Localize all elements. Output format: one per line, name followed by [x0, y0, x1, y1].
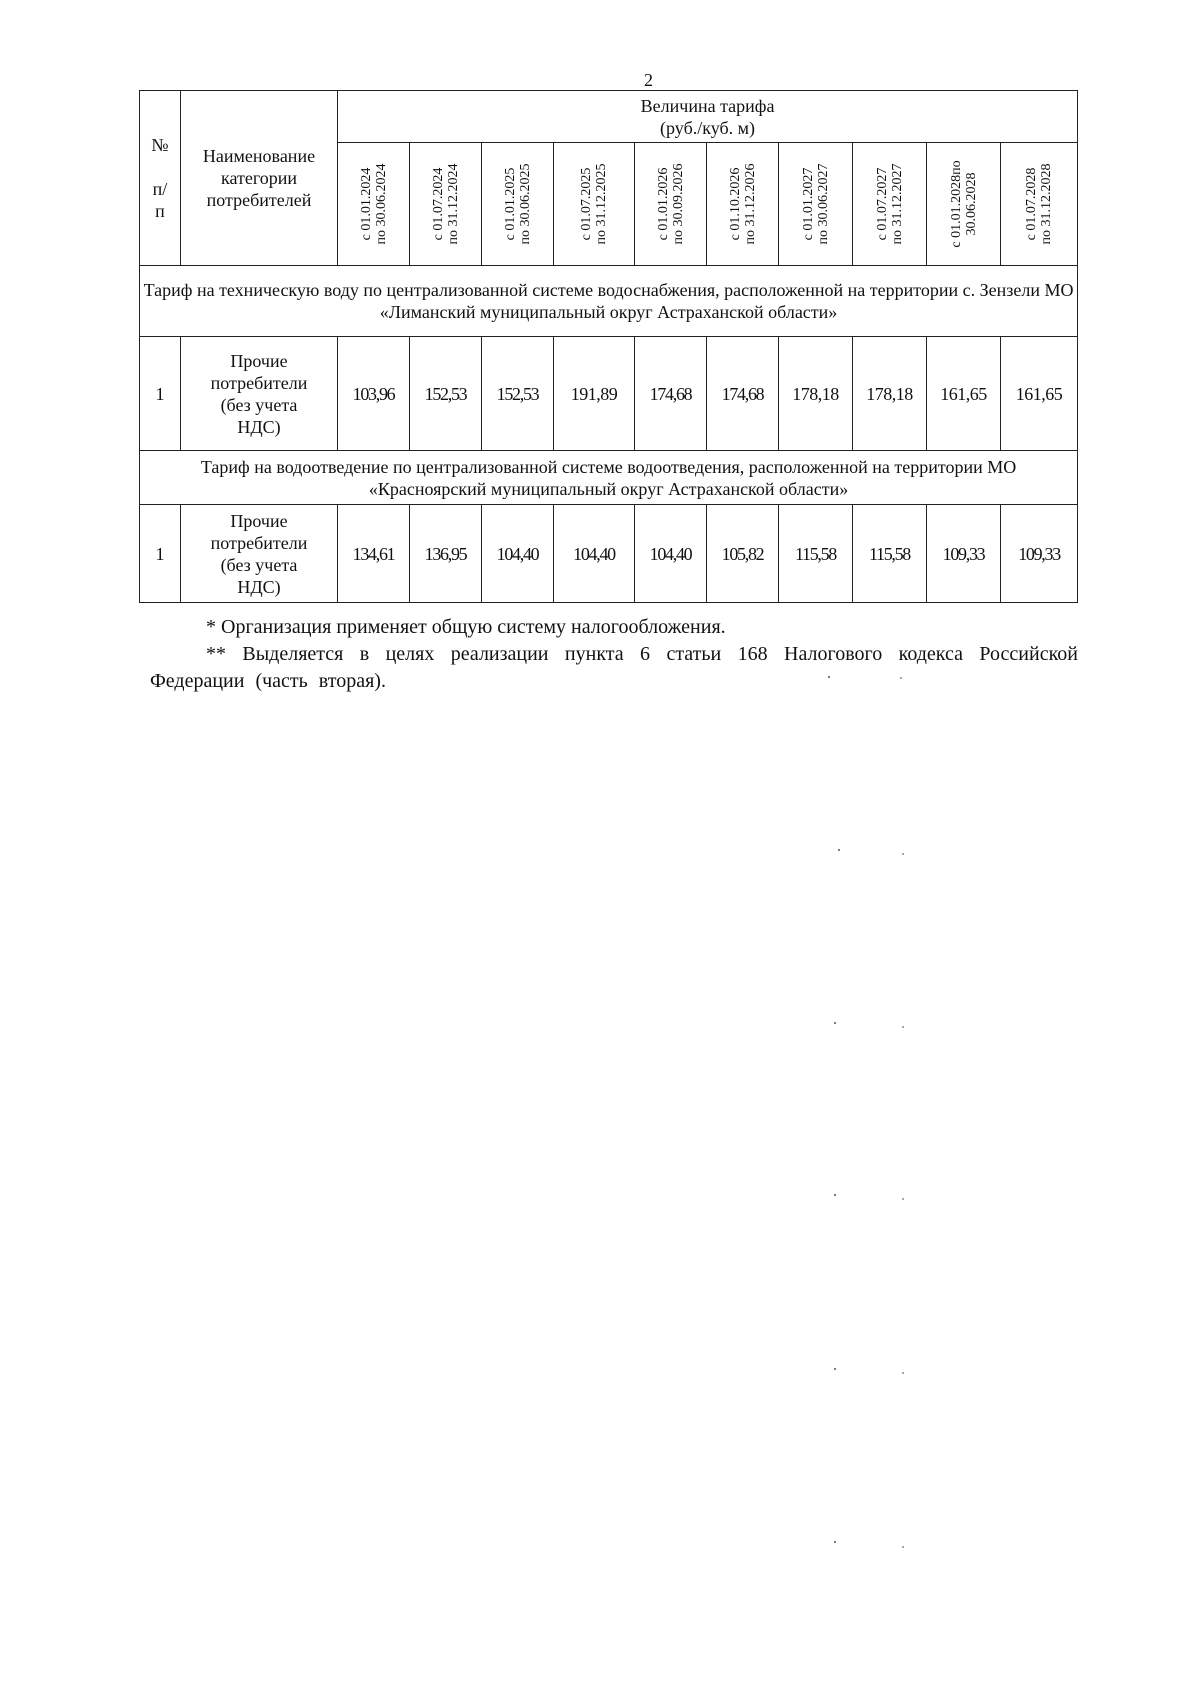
header-period: с 01.07.2028 по 31.12.2028 [1001, 143, 1078, 266]
tariff-table [139, 90, 1078, 603]
tariff-value: 109,33 [927, 505, 1001, 603]
row-number: 1 [140, 505, 181, 603]
scan-speck [838, 849, 840, 851]
tariff-value: 104,40 [554, 505, 635, 603]
header-period: с 01.01.2028по 30.06.2028 [927, 143, 1001, 266]
tariff-value: 104,40 [482, 505, 554, 603]
tariff-value: 115,58 [853, 505, 927, 603]
tariff-value: 136,95 [410, 505, 482, 603]
scan-speck [902, 1372, 904, 1374]
tariff-value: 174,68 [635, 337, 707, 451]
tariff-value: 103,96 [338, 337, 410, 451]
header-period: с 01.10.2026 по 31.12.2026 [707, 143, 779, 266]
header-period: с 01.07.2025 по 31.12.2025 [554, 143, 635, 266]
header-number: № п/ п [140, 91, 181, 266]
header-tariff-value: Величина тарифа (руб./куб. м) [338, 91, 1078, 143]
scan-speck [902, 1026, 904, 1028]
tariff-value: 161,65 [1001, 337, 1078, 451]
header-period: с 01.07.2027 по 31.12.2027 [853, 143, 927, 266]
tariff-value: 152,53 [410, 337, 482, 451]
tariff-value: 178,18 [853, 337, 927, 451]
tariff-value: 105,82 [707, 505, 779, 603]
tariff-value: 115,58 [779, 505, 853, 603]
scan-speck [834, 1194, 836, 1196]
scan-speck [902, 853, 904, 855]
tariff-value: 191,89 [554, 337, 635, 451]
tariff-value: 109,33 [1001, 505, 1078, 603]
row-number: 1 [140, 337, 181, 451]
scan-speck [834, 1541, 836, 1543]
tariff-value: 152,53 [482, 337, 554, 451]
scan-speck [834, 1022, 836, 1024]
header-period: с 01.01.2024 по 30.06.2024 [338, 143, 410, 266]
header-period: с 01.01.2027 по 30.06.2027 [779, 143, 853, 266]
tariff-value: 134,61 [338, 505, 410, 603]
tariff-value: 104,40 [635, 505, 707, 603]
scan-speck [902, 1198, 904, 1200]
tariff-value: 178,18 [779, 337, 853, 451]
footnotes [150, 614, 1078, 695]
section-title-wastewater: Тариф на водоотведение по централизованной системе водоотведения, расположенной на территории МО «Красноярский муниципальный округ Астраханской области» [140, 451, 1078, 505]
footnote-tax-system: * Организация применяет общую систему налогообложения. [206, 616, 726, 638]
footnote-vat-allocation: ** Выделяется в целях реализации пункта 6 статьи 168 Налогового кодекса Российской Федерации (часть вторая). [150, 643, 1078, 692]
header-period: с 01.01.2025 по 30.06.2025 [482, 143, 554, 266]
scan-speck [828, 676, 830, 678]
scan-speck [834, 1368, 836, 1370]
header-category-name: Наименование категории потребителей [181, 91, 338, 266]
header-period: с 01.01.2026 по 30.09.2026 [635, 143, 707, 266]
row-category-name: Прочие потребители (без учета НДС) [181, 505, 338, 603]
scan-speck [902, 1546, 904, 1548]
header-period: с 01.07.2024 по 31.12.2024 [410, 143, 482, 266]
scan-speck [900, 677, 902, 679]
section-title-technical-water: Тариф на техническую воду по централизованной системе водоснабжения, расположенной на территории с. Зензели МО «Лиманский муниципальный округ Астраханской области» [140, 266, 1078, 337]
row-category-name: Прочие потребители (без учета НДС) [181, 337, 338, 451]
page-number: 2 [644, 70, 653, 90]
tariff-value: 161,65 [927, 337, 1001, 451]
tariff-value: 174,68 [707, 337, 779, 451]
